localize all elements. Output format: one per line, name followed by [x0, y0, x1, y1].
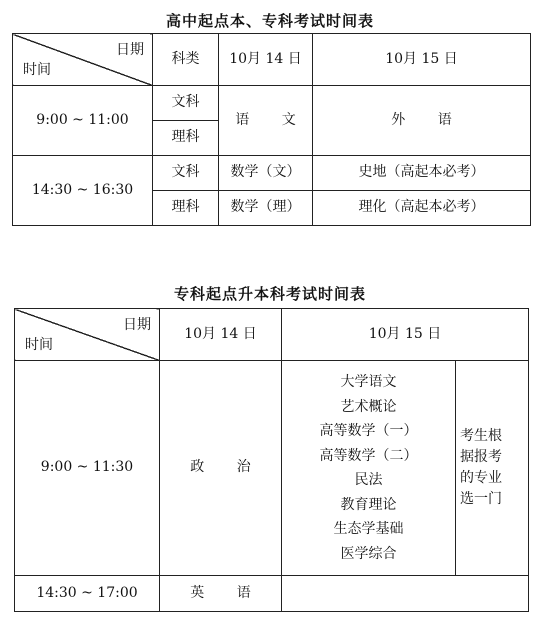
- table2-title: 专科起点升本科考试时间表: [173, 285, 366, 303]
- header-day1: 10月 14 日: [160, 309, 282, 361]
- subject-cell: 语 文: [219, 86, 313, 156]
- note-line: 的专业: [460, 470, 502, 486]
- category-cell: 文科: [153, 156, 219, 191]
- time-cell: 14:30 ~ 17:00: [15, 576, 160, 612]
- subject-cell: 外 语: [313, 86, 531, 156]
- note-line: 据报考: [460, 449, 502, 465]
- subject-cell: 政 治: [160, 361, 282, 576]
- empty-cell: [282, 576, 529, 612]
- note-line: 选一门: [460, 491, 502, 507]
- note-line: 考生根: [460, 428, 502, 444]
- diagonal-header-cell: [13, 34, 153, 86]
- header-date-label: 日期: [123, 317, 151, 333]
- subject-cell: 数学（文）: [219, 156, 313, 191]
- elective-subject: 医学综合: [340, 545, 397, 562]
- subject-cell: 英 语: [160, 576, 282, 612]
- subject-cell: 理化（高起本必考）: [313, 191, 531, 226]
- elective-subjects-cell: [282, 361, 456, 576]
- subject-cell: 史地（高起本必考）: [313, 156, 531, 191]
- table1-title: 高中起点本、专科考试时间表: [165, 12, 374, 30]
- elective-subject: 高等数学（二）: [319, 447, 418, 464]
- elective-subject: 艺术概论: [340, 398, 397, 415]
- header-category: 科类: [153, 34, 219, 86]
- subject-cell: 数学（理）: [219, 191, 313, 226]
- header-time-label: 时间: [25, 336, 53, 353]
- category-cell: 理科: [153, 191, 219, 226]
- header-day1: 10月 14 日: [219, 34, 313, 86]
- schedule-table-1: [12, 33, 531, 226]
- time-cell: 9:00 ~ 11:00: [13, 86, 153, 156]
- header-day2: 10月 15 日: [313, 34, 531, 86]
- category-cell: 文科: [153, 86, 219, 121]
- elective-subject: 高等数学（一）: [319, 423, 418, 439]
- elective-subject: 教育理论: [340, 496, 397, 513]
- elective-subject: 生态学基础: [333, 521, 404, 537]
- header-time-label: 时间: [23, 61, 51, 78]
- elective-subject: 民法: [354, 472, 383, 488]
- time-cell: 14:30 ~ 16:30: [13, 156, 153, 226]
- category-cell: 理科: [153, 121, 219, 156]
- header-date-label: 日期: [116, 42, 144, 58]
- elective-note-cell: [456, 361, 529, 576]
- schedule-table-2: [14, 308, 529, 612]
- elective-subject: 大学语文: [340, 374, 397, 390]
- diagonal-header-cell: [15, 309, 160, 361]
- header-day2: 10月 15 日: [282, 309, 529, 361]
- time-cell: 9:00 ~ 11:30: [15, 361, 160, 576]
